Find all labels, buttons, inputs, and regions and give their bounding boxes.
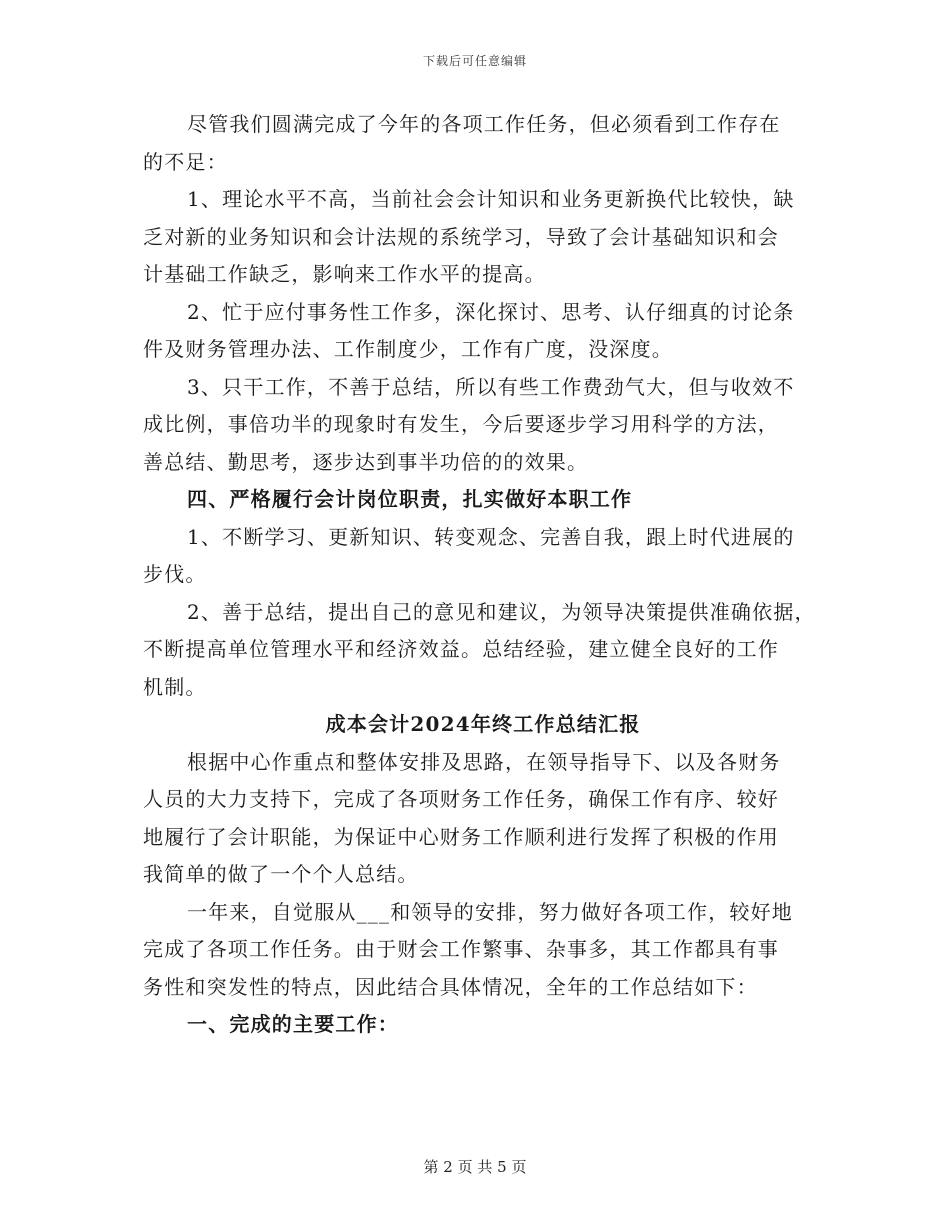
paragraph-line: 的不足： [143, 149, 228, 174]
list-item-line: 成比例，事倍功半的现象时有发生，今后要逐步学习用科学的方法， [143, 412, 779, 436]
section-heading: 一、完成的主要工作： [187, 1012, 399, 1036]
list-item-line: 1、理论水平不高，当前社会会计知识和业务更新换代比较快，缺 [187, 187, 795, 211]
list-item-line: 机制。 [143, 674, 207, 699]
paragraph-line: 一年来，自觉服从___和领导的安排，努力做好各项工作，较好地 [187, 899, 793, 924]
list-item-line: 2、善于总结，提出自己的意见和建议，为领导决策提供准确依据， [187, 599, 816, 624]
list-item-line: 善总结、勤思考，逐步达到事半功倍的的效果。 [143, 449, 589, 474]
paragraph-line: 务性和突发性的特点，因此结合具体情况，全年的工作总结如下： [143, 974, 758, 999]
paragraph-line: 地履行了会计职能，为保证中心财务工作顺利进行发挥了积极的作用 [143, 824, 779, 849]
paragraph-line: 完成了各项工作任务。由于财会工作繁事、杂事多，其工作都具有事 [143, 937, 779, 961]
list-item-line: 1、不断学习、更新知识、转变观念、完善自我，跟上时代进展的 [187, 524, 795, 549]
paragraph-line: 尽管我们圆满完成了今年的各项工作任务，但必须看到工作存在 [187, 112, 781, 136]
list-item-line: 步伐。 [143, 562, 207, 586]
document-title: 成本会计2024年终工作总结汇报 [325, 712, 641, 736]
paragraph-line: 我简单的做了一个个人总结。 [143, 862, 419, 886]
list-item-line: 3、只干工作，不善于总结，所以有些工作费劲气大，但与收效不 [187, 374, 795, 399]
section-heading: 四、严格履行会计岗位职责，扎实做好本职工作 [187, 487, 633, 511]
list-item-line: 不断提高单位管理水平和经济效益。总结经验，建立健全良好的工作 [143, 637, 779, 661]
list-item-line: 2、忙于应付事务性工作多，深化探讨、思考、认仔细真的讨论条 [187, 299, 795, 324]
paragraph-line: 人员的大力支持下，完成了各项财务工作任务，确保工作有序、较好 [143, 787, 779, 811]
document-body [143, 106, 823, 1044]
page-header: 下载后可任意编辑 [422, 54, 527, 68]
list-item-line: 乏对新的业务知识和会计法规的系统学习，导致了会计基础知识和会 [143, 224, 779, 249]
list-item-line: 计基础工作缺乏，影响来工作水平的提高。 [143, 262, 546, 286]
page-footer: 第 2 页 共 5 页 [423, 1158, 527, 1176]
paragraph-line: 根据中心作重点和整体安排及思路，在领导指导下、以及各财务 [187, 749, 781, 774]
list-item-line: 件及财务管理办法、工作制度少，工作有广度，没深度。 [143, 337, 673, 361]
